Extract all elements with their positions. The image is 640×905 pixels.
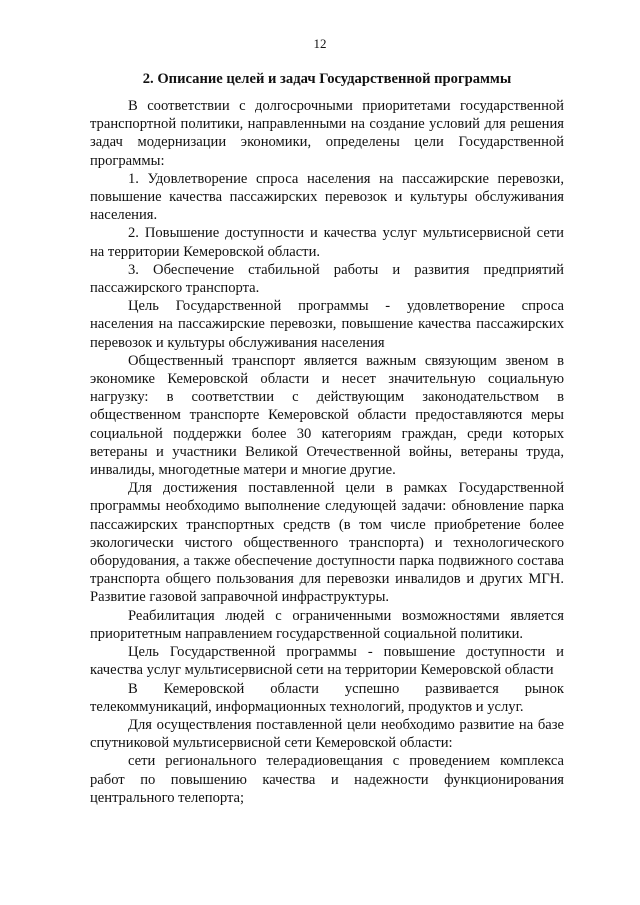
paragraph-tasks: Для достижения поставленной цели в рамках Государственной программы необходимо выполнение следующей задачи: обновление парка пассажирских транспортных средств (в том числе приобретение более экологически чистого общественного транспорта) и технологического оборудования, а также обеспечение доступности парка подвижного состава транспорта общего пользования для перевозки инвалидов и других МГН. Развитие газовой заправочной инфраструктуры.: [90, 480, 564, 606]
paragraph-goal-2: 2. Повышение доступности и качества услуг мультисервисной сети на территории Кемеровской области.: [90, 225, 564, 260]
section-heading: 2. Описание целей и задач Государственной программы: [142, 71, 512, 87]
paragraph-intro: В соответствии с долгосрочными приоритетами государственной транспортной политики, направленными на создание условий для решения задач модернизации экономики, определены цели Государственной программы:: [90, 98, 564, 169]
body-text: [90, 97, 564, 807]
paragraph-goal-3: 3. Обеспечение стабильной работы и развития предприятий пассажирского транспорта.: [90, 261, 564, 297]
paragraph-goal-statement-1: Цель Государственной программы - удовлетворение спроса населения на пассажирские перевозки, повышение качества пассажирских перевозок и культуры обслуживания населения: [90, 298, 564, 351]
paragraph-public-transport: Общественный транспорт является важным связующим звеном в экономике Кемеровской области и несет значительную социальную нагрузку: в соответствии с действующим законодательством в общественном транспорте Кемеровской области предоставляются меры социальной поддержки более 30 категориям граждан, среди которых ветераны и участники Великой Отечественной войны, ветераны труда, инвалиды, многодетные матери и многие другие.: [90, 352, 564, 479]
paragraph-goal-statement-2: Цель Государственной программы - повышение доступности и качества услуг мультисервисной сети на территории Кемеровской области: [90, 644, 564, 679]
page-number: 12: [313, 36, 327, 51]
paragraph-satellite-network: Для осуществления поставленной цели необходимо развитие на базе спутниковой мультисервисной сети Кемеровской области:: [90, 716, 564, 752]
paragraph-goal-1: 1. Удовлетворение спроса населения на пассажирские перевозки, повышение качества пассажирских перевозок и культуры обслуживания населения.: [90, 170, 564, 224]
paragraph-telecom-market: В Кемеровской области успешно развивается рынок телекоммуникаций, информационных технологий, продуктов и услуг.: [90, 680, 564, 715]
paragraph-rehabilitation: Реабилитация людей с ограниченными возможностями является приоритетным направлением государственной социальной политики.: [90, 607, 564, 642]
paragraph-broadcast-network: сети регионального телерадиовещания с проведением комплекса работ по повышению качества и надежности функционирования центрального телепорта;: [90, 753, 564, 806]
